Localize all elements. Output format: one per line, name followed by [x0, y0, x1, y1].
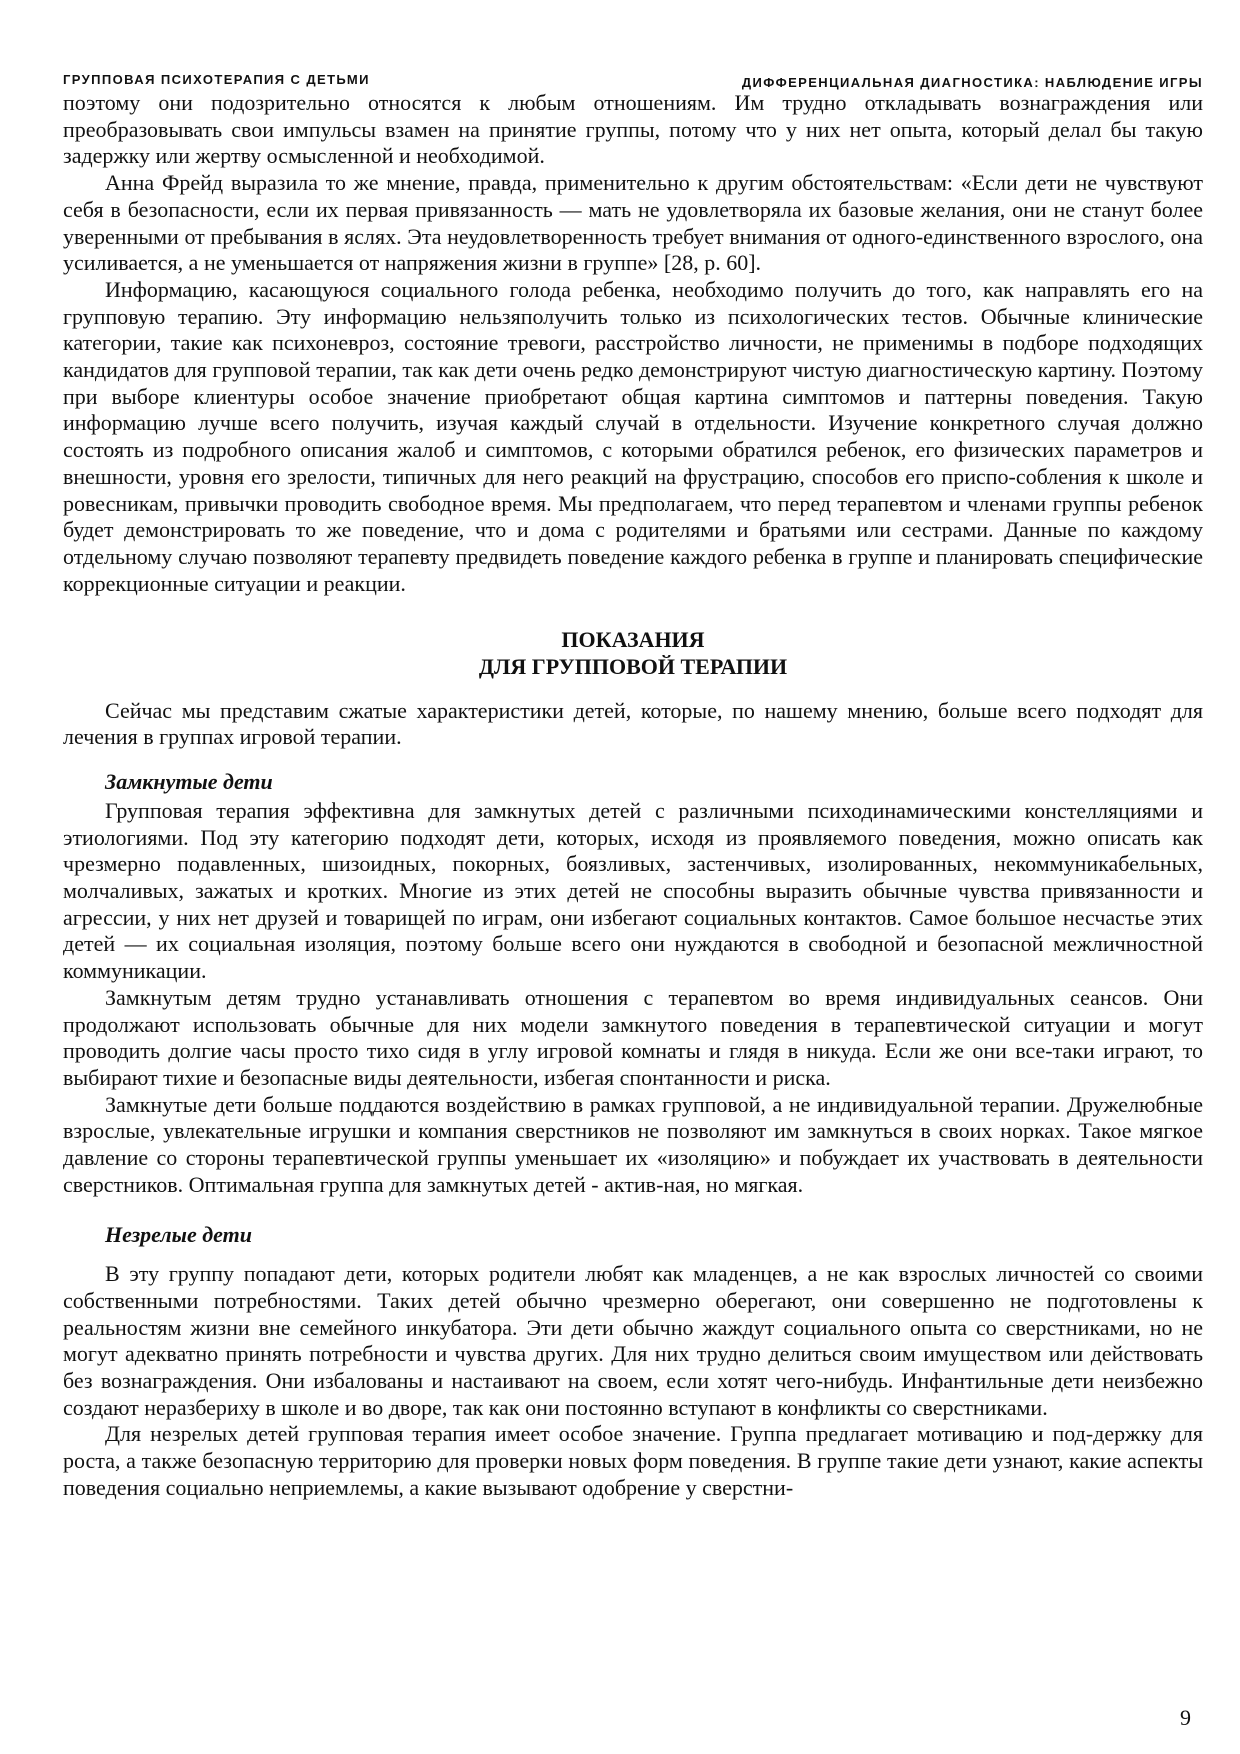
section-title — [63, 627, 1203, 680]
paragraph: Для незрелых детей групповая терапия имеет особое значение. Группа предлагает мотивацию и под-держку для роста, а также безопасную территорию для проверки новых форм поведения. В группе такие дети узнают, какие аспекты поведения социально неприемлемы, а какие вызывают одобрение у сверстни- — [63, 1421, 1203, 1500]
running-head-left: ГРУППОВАЯ ПСИХОТЕРАПИЯ С ДЕТЬМИ — [63, 72, 370, 87]
paragraph: Замкнутые дети больше поддаются воздействию в рамках групповой, а не индивидуальной терапии. Дружелюбные взрослые, увлекательные игрушки и компания сверстников не позволяют им замкнуться в своих норках. Такое мягкое давление со стороны терапевтической группы уменьшает их «изоляцию» и побуждает их участвовать в деятельности сверстников. Оптимальная группа для замкнутых детей - актив-ная, но мягкая. — [63, 1091, 1203, 1197]
paragraph: Групповая терапия эффективна для замкнутых детей с различными психодинамическими констелляциями и этиологиями. Под эту категорию подходят дети, которых, исходя из проявляемого поведения, можно описать как чрезмерно подавленных, шизоидных, покорных, боязливых, застенчивых, изолированных, некоммуникабельных, молчаливых, зажатых и кротких. Многие из этих детей не способны выразить обычные чувства привязанности и агрессии, у них нет друзей и товарищей по играм, они избегают социальных контактов. Самое большое несчастье этих детей — их социальная изоляция, поэтому больше всего они нуждаются в свободной и безопасной межличностной коммуникации. — [63, 797, 1203, 984]
running-head-right: ДИФФЕРЕНЦИАЛЬНАЯ ДИАГНОСТИКА: НАБЛЮДЕНИЕ ИГРЫ — [741, 75, 1203, 90]
subsection-heading-immature: Незрелые дети — [105, 1222, 252, 1248]
subsection-heading-withdrawn: Замкнутые дети — [105, 769, 273, 795]
paragraph: В эту группу попадают дети, которых родители любят как младенцев, а не как взрослых личностей со своими собственными потребностями. Таких детей обычно чрезмерно оберегают, они совершенно не подготовлены к реальностям жизни вне семейного инкубатора. Эти дети обычно жаждут социального опыта со сверстниками, но не могут адекватно принять потребности и чувства других. Для них трудно делиться своим имуществом или действовать без вознаграждения. Они избалованы и настаивают на своем, если хотят чего-нибудь. Инфантильные дети неизбежно создают неразбериху в школе и во дворе, так как они постоянно вступают в конфликты со сверстниками. — [63, 1261, 1203, 1420]
section-title-line-1: ПОКАЗАНИЯ — [561, 627, 705, 653]
paragraph: Информацию, касающуюся социального голода ребенка, необходимо получить до того, как направлять его на групповую терапию. Эту информацию нельзяполучить только из психологических тестов. Обычные клинические категории, такие как психоневроз, состояние тревоги, расстройство личности, не применимы в подборе подходящих кандидатов для групповой терапии, так как дети очень редко демонстрируют чистую диагностическую картину. Поэтому при выборе клиентуры особое значение приобретают общая картина симптомов и паттерны поведения. Такую информацию лучше всего получить, изучая каждый случай в отдельности. Изучение конкретного случая должно состоять из подробного описания жалоб и симптомов, с которыми обратился ребенок, его физических параметров и внешности, уровня его зрелости, типичных для него реакций на фрустрацию, способов его приспо-собления к школе и ровесникам, привычки проводить свободное время. Мы предполагаем, что перед терапевтом и членами группы ребенок будет демонстрировать то же поведение, что и дома с родителями и братьями или сестрами. Данные по каждому отдельному случаю позволяют терапевту предвидеть поведение каждого ребенка в группе и планировать специфические коррекционные ситуации и реакции. — [63, 276, 1203, 596]
section-title-line-2: ДЛЯ ГРУППОВОЙ ТЕРАПИИ — [478, 654, 788, 680]
paragraph: Анна Фрейд выразила то же мнение, правда, применительно к другим обстоятельствам: «Если дети не чувствуют себя в безопасности, если их первая привязанность — мать не удовлетворяла их базовые желания, они не станут более уверенными от пребывания в яслях. Эта неудовлетворенность требует внимания от одного-единственного взрослого, она усиливается, а не уменьшается от напряжения жизни в группе» [28, р. 60]. — [63, 170, 1203, 276]
page-number: 9 — [1180, 1705, 1191, 1730]
intro-paragraph: Сейчас мы представим сжатые характеристики детей, которые, по нашему мнению, больше всего подходят для лечения в группах игровой терапии. — [63, 697, 1203, 750]
paragraph: поэтому они подозрительно относятся к любым отношениям. Им трудно откладывать вознаграждения или преобразовывать свои импульсы взамен на принятие группы, потому что у них нет опыта, который делал бы такую задержку или жертву осмысленной и необходимой. — [63, 90, 1203, 169]
page-body — [63, 90, 1203, 1501]
paragraph: Замкнутым детям трудно устанавливать отношения с терапевтом во время индивидуальных сеансов. Они продолжают использовать обычные для них модели замкнутого поведения в терапевтической ситуации и могут проводить долгие часы просто тихо сидя в углу игровой комнаты и глядя в никуда. Если же они все-таки играют, то выбирают тихие и безопасные виды деятельности, избегая спонтанности и риска. — [63, 984, 1203, 1090]
